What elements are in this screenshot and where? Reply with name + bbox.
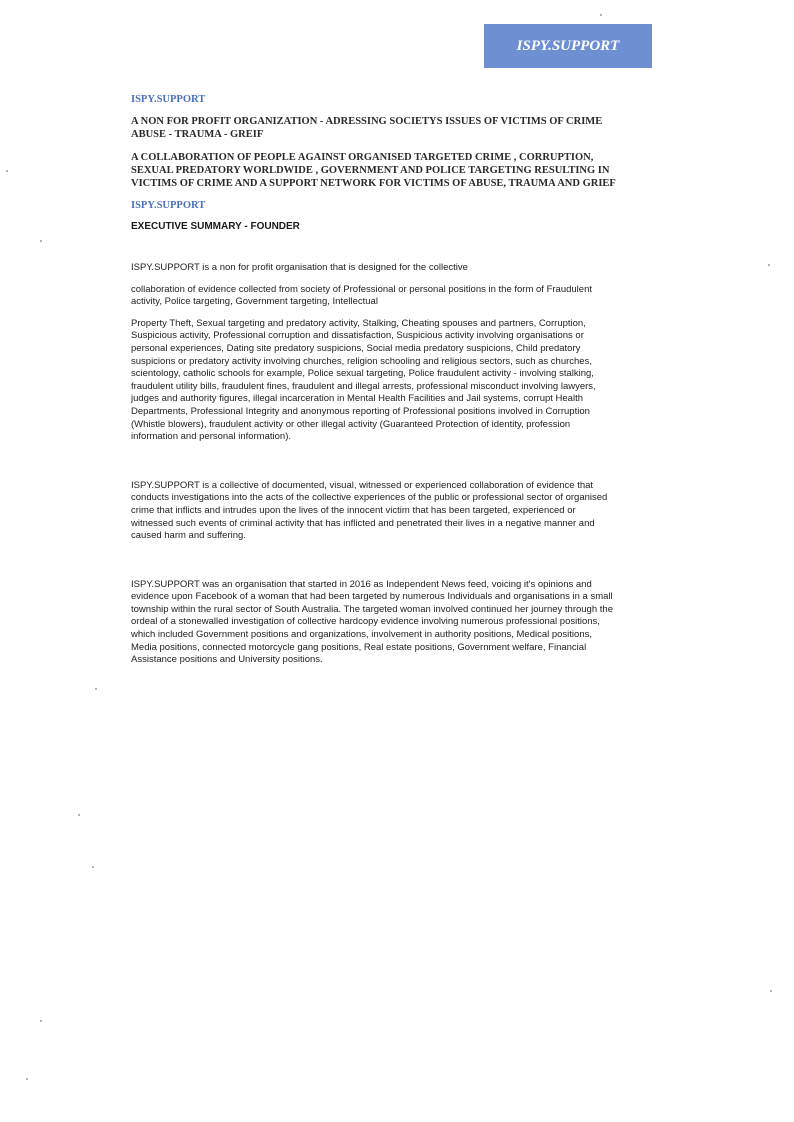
- scan-speck: [40, 240, 42, 242]
- subtitle-heading: A NON FOR PROFIT ORGANIZATION - ADRESSING SOCIETYS ISSUES OF VICTIMS OF CRIME ABUSE - TRAUMA - GREIF: [131, 116, 603, 140]
- org-name-secondary: ISPY.SUPPORT: [131, 200, 206, 211]
- summary-paragraph-4: ISPY.SUPPORT is a collective of documented, visual, witnessed or experienced collaboration of evidence that conducts investigations into the acts of the collective experiences of the public or professional sector of organised crime that inflicts and intrudes upon the lives of the innocent victim that has been targeted, experienced or witnessed such events of criminal activity that has inflicted and penetrated their lives in a negative manner and caused harm and suffering.: [131, 479, 608, 542]
- section-title: EXECUTIVE SUMMARY - FOUNDER: [131, 221, 300, 232]
- scan-speck: [95, 688, 97, 690]
- document-body: [131, 94, 617, 676]
- scan-speck: [78, 814, 80, 816]
- scan-speck: [92, 866, 94, 868]
- banner-title: ISPY.SUPPORT: [516, 37, 620, 54]
- summary-paragraph-1: ISPY.SUPPORT is a non for profit organisation that is designed for the collective: [131, 262, 468, 273]
- summary-paragraph-2: collaboration of evidence collected from society of Professional or personal positions in the form of Fraudulent activity, Police targeting, Government targeting, Intellectual: [131, 283, 592, 308]
- scan-speck: [770, 990, 772, 992]
- summary-paragraph-3: Property Theft, Sexual targeting and predatory activity, Stalking, Cheating spouses and partners, Corruption, Suspicious activity, Professional corruption and dissatisfaction, Suspicious activity involving organisations or personal experiences, Dating site predatory suspicions, Social media predatory suspicions, Child predatory suspicions or predatory activity involving churches, religion schooling and religious sectors, such as churches, scientology, catholic schools for example, Police sexual targeting, Police fraudulent activity - involving stalking, fraudulent utility bills, fraudulent fines, fraudulent and illegal arrests, professional misconduct involving lawyers, judges and authority figures, illegal incarceration in Mental Health Facilities and Jail systems, corrupt Health Departments, Professional Integrity and anonymous reporting of Professional positions involved in Corruption (Whistle blowers), fraudulent activity or other illegal activity (Guaranteed Protection of identity, profession information and personal information).: [131, 317, 596, 443]
- header-banner: [484, 24, 652, 68]
- scan-speck: [26, 1078, 28, 1080]
- mission-heading: A COLLABORATION OF PEOPLE AGAINST ORGANISED TARGETED CRIME , CORRUPTION, SEXUAL PREDATORY WORLDWIDE , GOVERNMENT AND POLICE TARGETING RESULTING IN VICTIMS OF CRIME AND A SUPPORT NETWORK FOR VICTIMS OF ABUSE, TRAUMA AND GRIEF: [131, 152, 616, 189]
- summary-paragraph-5: ISPY.SUPPORT was an organisation that started in 2016 as Independent News feed, voicing it's opinions and evidence upon Facebook of a woman that had been targeted by numerous Individuals and organisations in a small township within the rural sector of South Australia. The targeted woman involved continued her journey through the ordeal of a stonewalled investigation of collective hardcopy evidence involving numerous professional positions, which included Government positions and organizations, involvement in authority positions, Medical positions, Media positions, connected motorcycle gang positions, Real estate positions, Government welfare, Financial Assistance positions and University positions.: [131, 578, 613, 666]
- scan-speck: [768, 264, 770, 266]
- org-name: ISPY.SUPPORT: [131, 94, 206, 105]
- scan-speck: [6, 170, 8, 172]
- scan-speck: [40, 1020, 42, 1022]
- scan-speck: [600, 14, 602, 16]
